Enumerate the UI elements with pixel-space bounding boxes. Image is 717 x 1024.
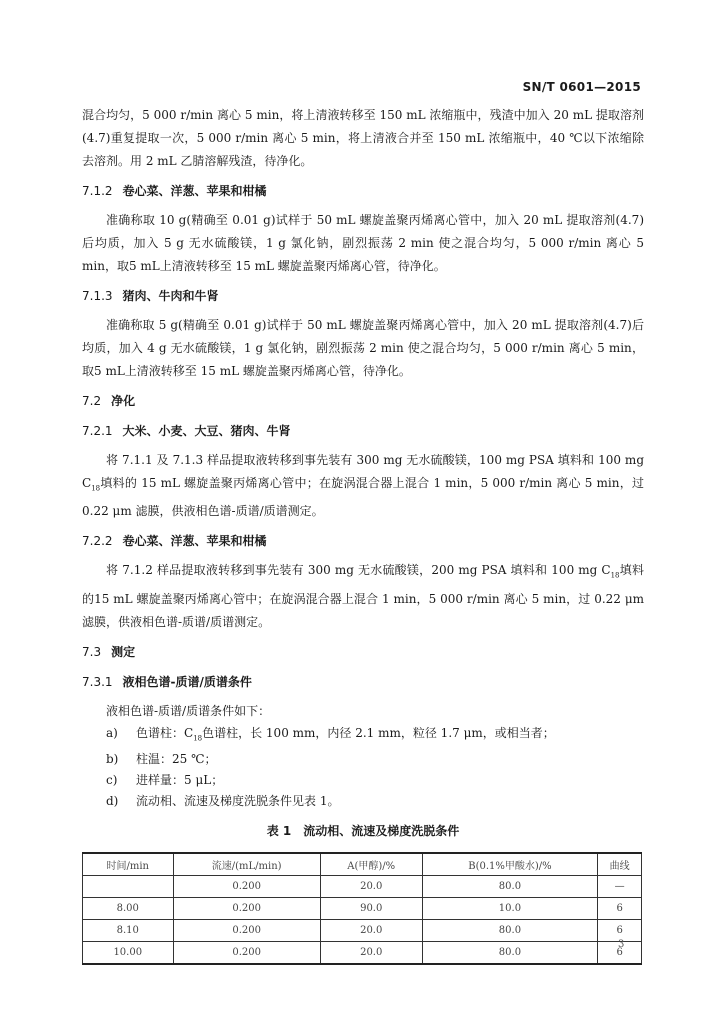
paragraph-7-1-3: 准确称取 5 g(精确至 0.01 g)试样于 50 mL 螺旋盖聚丙烯离心管中，加入 20 mL 提取溶剂(4.7)后均质，加入 4 g 无水硫酸镁，1 g 氯化钠，剧烈振荡 2 min 使之混合均匀，5 000 r/min 离心 5 min，取5 mL上清液转移至 15 mL 螺旋盖聚丙烯离心管，待净化。 bbox=[82, 318, 644, 378]
section-title: 卷心菜、洋葱、苹果和柑橘 bbox=[122, 534, 267, 549]
table-cell: 90.0 bbox=[320, 898, 422, 920]
gradient-table bbox=[82, 852, 642, 965]
table-row bbox=[83, 920, 642, 942]
column-header: B(0.1%甲酸水)/% bbox=[422, 853, 598, 876]
column-header: 时间/min bbox=[83, 853, 174, 876]
table-cell: 80.0 bbox=[422, 876, 598, 898]
heading-7-3-1 bbox=[82, 671, 644, 694]
list-text: 柱温：25 ℃； bbox=[136, 752, 217, 767]
list-item bbox=[106, 770, 644, 791]
heading-7-2-1 bbox=[82, 420, 644, 443]
subscript: 18 bbox=[610, 571, 620, 580]
intro-paragraph: 混合均匀，5 000 r/min 离心 5 min，将上清液转移至 150 mL 浓缩瓶中，残渣中加入 20 mL 提取溶剂(4.7)重复提取一次，5 000 r/min 离心 5 min，将上清液合并至 150 mL 浓缩瓶中，40 ℃以下浓缩除去溶剂。用 2 mL 乙腈溶解残渣，待净化。 bbox=[82, 108, 644, 168]
column-header: 曲线 bbox=[598, 853, 642, 876]
section-number: 7.2 bbox=[82, 394, 102, 408]
heading-7-1-3 bbox=[82, 285, 644, 308]
subscript: 18 bbox=[91, 484, 101, 493]
conditions-list bbox=[82, 723, 644, 812]
section-title: 液相色谱-质谱/质谱条件 bbox=[122, 674, 252, 689]
paragraph-7-2-2 bbox=[82, 559, 644, 633]
section-title: 卷心菜、洋葱、苹果和柑橘 bbox=[122, 184, 267, 198]
list-text: 进样量：5 μL； bbox=[136, 773, 224, 788]
section-number: 7.3.1 bbox=[82, 674, 113, 689]
subscript: 18 bbox=[193, 734, 203, 743]
heading-7-1-2 bbox=[82, 180, 644, 203]
standard-code: SN/T 0601—2015 bbox=[522, 80, 641, 94]
table-row bbox=[83, 876, 642, 898]
table-header-row bbox=[83, 853, 642, 876]
table-cell bbox=[83, 876, 174, 898]
table-row bbox=[83, 942, 642, 965]
text-part: 色谱柱：C bbox=[136, 725, 194, 740]
paragraph-7-1-2: 准确称取 10 g(精确至 0.01 g)试样于 50 mL 螺旋盖聚丙烯离心管中，加入 20 mL 提取溶剂(4.7)后均质，加入 5 g 无水硫酸镁，1 g 氯化钠，剧烈振荡 2 min 使之混合均匀，5 000 r/min 离心 5 min，取5 mL上清液转移至 15 mL 螺旋盖聚丙烯离心管，待净化。 bbox=[82, 213, 644, 273]
text-part: 填料的15 mL 螺旋盖聚丙烯离心管中；在旋涡混合器上混合 1 min，5 000 r/min 离心 5 min，过 0.22 μm 滤膜，供液相色谱-质谱/质谱测定。 bbox=[82, 563, 644, 629]
table-cell: 0.200 bbox=[173, 920, 320, 942]
heading-7-3 bbox=[82, 641, 644, 664]
section-number: 7.2.2 bbox=[82, 534, 113, 549]
table-cell: 20.0 bbox=[320, 942, 422, 965]
section-number: 7.2.1 bbox=[82, 424, 113, 438]
table-cell: 10.00 bbox=[83, 942, 174, 965]
table-cell: 80.0 bbox=[422, 920, 598, 942]
table-cell: 6 bbox=[598, 942, 642, 965]
table-title: 表 1 流动相、流速及梯度洗脱条件 bbox=[266, 824, 460, 839]
table-cell: — bbox=[598, 876, 642, 898]
table-cell: 20.0 bbox=[320, 876, 422, 898]
section-title: 猪肉、牛肉和牛肾 bbox=[122, 289, 219, 303]
table-cell: 0.200 bbox=[173, 898, 320, 920]
list-item bbox=[106, 749, 644, 770]
text-part: 填料的 15 mL 螺旋盖聚丙烯离心管中；在旋涡混合器上混合 1 min，5 000 r/min 离心 5 min，过0.22 μm 滤膜，供液相色谱-质谱/质谱测定。 bbox=[82, 476, 644, 519]
paragraph-7-2-1 bbox=[82, 449, 644, 523]
list-label: d) bbox=[106, 794, 119, 809]
section-number: 7.3 bbox=[82, 644, 102, 659]
list-label: a) bbox=[106, 725, 118, 740]
list-label: c) bbox=[106, 773, 118, 788]
column-header: 流速/(mL/min) bbox=[173, 853, 320, 876]
text-part: 将 7.1.2 样品提取液转移到事先装有 300 mg 无水硫酸镁，200 mg PSA 填料和 100 mg C bbox=[106, 563, 611, 578]
heading-7-2-2 bbox=[82, 530, 644, 553]
table-cell: 0.200 bbox=[173, 942, 320, 965]
section-number: 7.1.3 bbox=[82, 289, 113, 303]
table-cell: 8.00 bbox=[83, 898, 174, 920]
table-cell: 0.200 bbox=[173, 876, 320, 898]
list-label: b) bbox=[106, 752, 119, 767]
page-number: 3 bbox=[618, 939, 625, 950]
heading-7-2 bbox=[82, 390, 644, 413]
table-cell: 80.0 bbox=[422, 942, 598, 965]
list-text: 流动相、流速及梯度洗脱条件见表 1。 bbox=[136, 794, 340, 809]
section-number: 7.1.2 bbox=[82, 184, 113, 198]
section-title: 大米、小麦、大豆、猪肉、牛肾 bbox=[122, 424, 291, 438]
document-body bbox=[82, 104, 644, 965]
table-cell: 6 bbox=[598, 898, 642, 920]
table-cell: 10.0 bbox=[422, 898, 598, 920]
section-title: 测定 bbox=[111, 644, 136, 659]
table-cell: 8.10 bbox=[83, 920, 174, 942]
table-cell: 6 bbox=[598, 920, 642, 942]
list-item bbox=[106, 723, 644, 749]
table-row bbox=[83, 898, 642, 920]
section-title: 净化 bbox=[111, 394, 136, 408]
text-part: 将 7.1.1 及 7.1.3 样品提取液转移到事先装有 300 mg 无水硫酸镁，100 mg PSA 填料和 100 mg C bbox=[82, 453, 644, 490]
conditions-intro: 液相色谱-质谱/质谱条件如下： bbox=[106, 703, 271, 718]
column-header: A(甲醇)/% bbox=[320, 853, 422, 876]
text-part: 色谱柱，长 100 mm，内径 2.1 mm，粒径 1.7 μm，或相当者； bbox=[202, 725, 555, 740]
table-cell: 20.0 bbox=[320, 920, 422, 942]
list-item bbox=[106, 791, 644, 812]
